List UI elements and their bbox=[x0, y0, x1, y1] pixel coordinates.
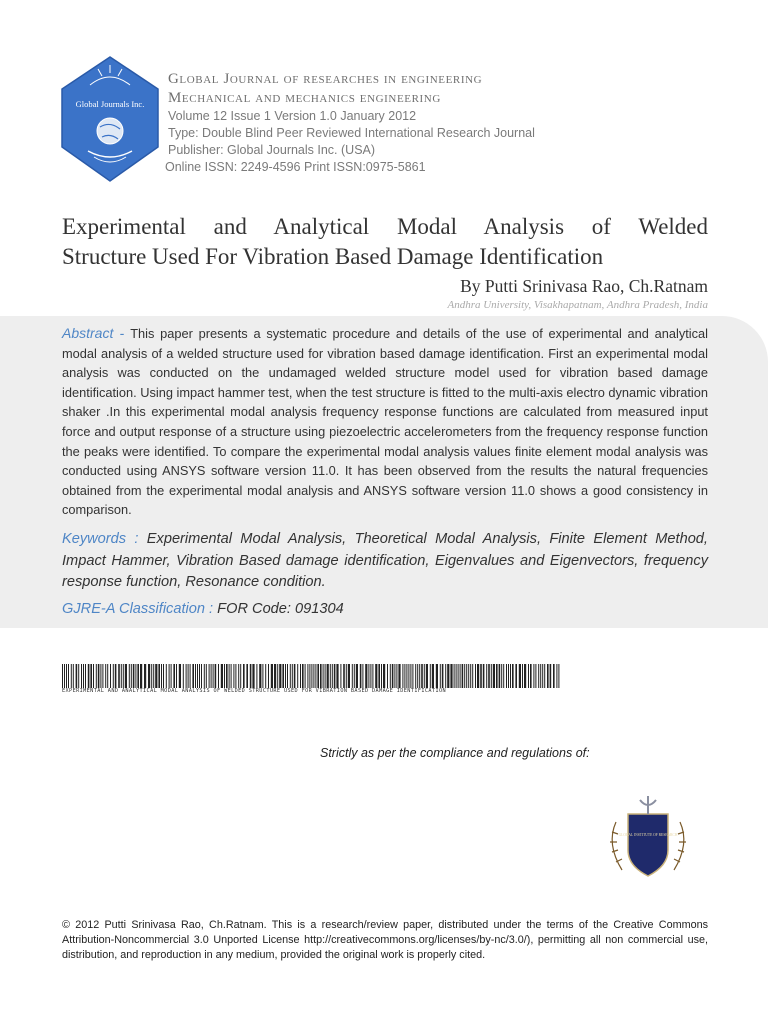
journal-issn: Online ISSN: 2249-4596 Print ISSN:0975-5861 bbox=[165, 160, 426, 174]
journal-subtitle: Mechanical and mechanics engineering bbox=[168, 90, 441, 106]
paper-title-line2: Structure Used For Vibration Based Damage Identification bbox=[62, 244, 604, 269]
global-journals-logo bbox=[60, 55, 160, 183]
seal-text: GLOBAL INSTITUTE OF RESEARCH bbox=[618, 833, 678, 837]
classification-label: GJRE-A Classification : bbox=[62, 601, 218, 617]
journal-title: Global Journal of researches in engineering bbox=[168, 71, 483, 87]
institute-seal bbox=[600, 792, 696, 884]
barcode-caption: EXPERIMENTAL AND ANALYTICAL MODAL ANALYSIS OF WELDED STRUCTURE USED FOR VIBRATION BASED DAMAGE IDENTIFICATION bbox=[62, 688, 447, 694]
abstract-label: Abstract - bbox=[62, 325, 131, 341]
classification bbox=[62, 601, 344, 617]
paper-authors: By Putti Srinivasa Rao, Ch.Ratnam bbox=[460, 276, 708, 296]
keywords-label: Keywords : bbox=[62, 531, 147, 547]
paper-title-line1: Experimental and Analytical Modal Analysis of Welded bbox=[62, 214, 708, 239]
paper-title bbox=[62, 212, 708, 272]
copyright-notice: © 2012 Putti Srinivasa Rao, Ch.Ratnam. This is a research/review paper, distributed under the terms of the Creative Commons Attribution-Noncommercial 3.0 Unported License http://creativecommons.org/licenses/by-nc/3.0/), permitting all non commercial use, distribution, and reproduction in any medium, provided the original work is properly cited. bbox=[62, 919, 708, 961]
keywords bbox=[62, 529, 708, 594]
compliance-note: Strictly as per the compliance and regulations of: bbox=[320, 746, 590, 760]
classification-text: FOR Code: 091304 bbox=[217, 601, 344, 617]
journal-type: Type: Double Blind Peer Reviewed International Research Journal bbox=[168, 126, 535, 140]
keywords-text: Experimental Modal Analysis, Theoretical Modal Analysis, Finite Element Method, Impact Hammer, Vibration Based damage identification, Eigenvalues and Eigenvectors, frequency response function, Resonance condition. bbox=[62, 531, 708, 590]
logo-text: Global Journals Inc. bbox=[75, 99, 145, 109]
abstract-text: This paper presents a systematic procedure and details of the use of experimental and analytical modal analysis of a welded structure used for vibration based damage identification. First an experimental modal analysis was conducted on the undamaged welded structure model used for vibration based damage identification. Using impact hammer test, when the test structure is fitted to the multi-axis electro dynamic vibration shaker .In this experimental modal analysis frequency response functions are calculated from measured input force and output response of a structure using piezoelectric accelerometers from the frequency response function the peaks were identified. To compare the experimental modal analysis values finite element modal analysis was conducted using ANSYS software version 11.0. It has been observed from the results the natural frequencies obtained from the experimental modal analysis and ANSYS software version 11.0 shows a good consistency in comparison. bbox=[62, 326, 708, 518]
barcode bbox=[62, 664, 562, 688]
journal-header bbox=[165, 70, 728, 176]
journal-volume: Volume 12 Issue 1 Version 1.0 January 2012 bbox=[168, 109, 417, 123]
paper-affiliation: Andhra University, Visakhapatnam, Andhra Pradesh, India bbox=[447, 299, 708, 311]
abstract bbox=[62, 324, 708, 520]
journal-publisher: Publisher: Global Journals Inc. (USA) bbox=[168, 143, 376, 157]
